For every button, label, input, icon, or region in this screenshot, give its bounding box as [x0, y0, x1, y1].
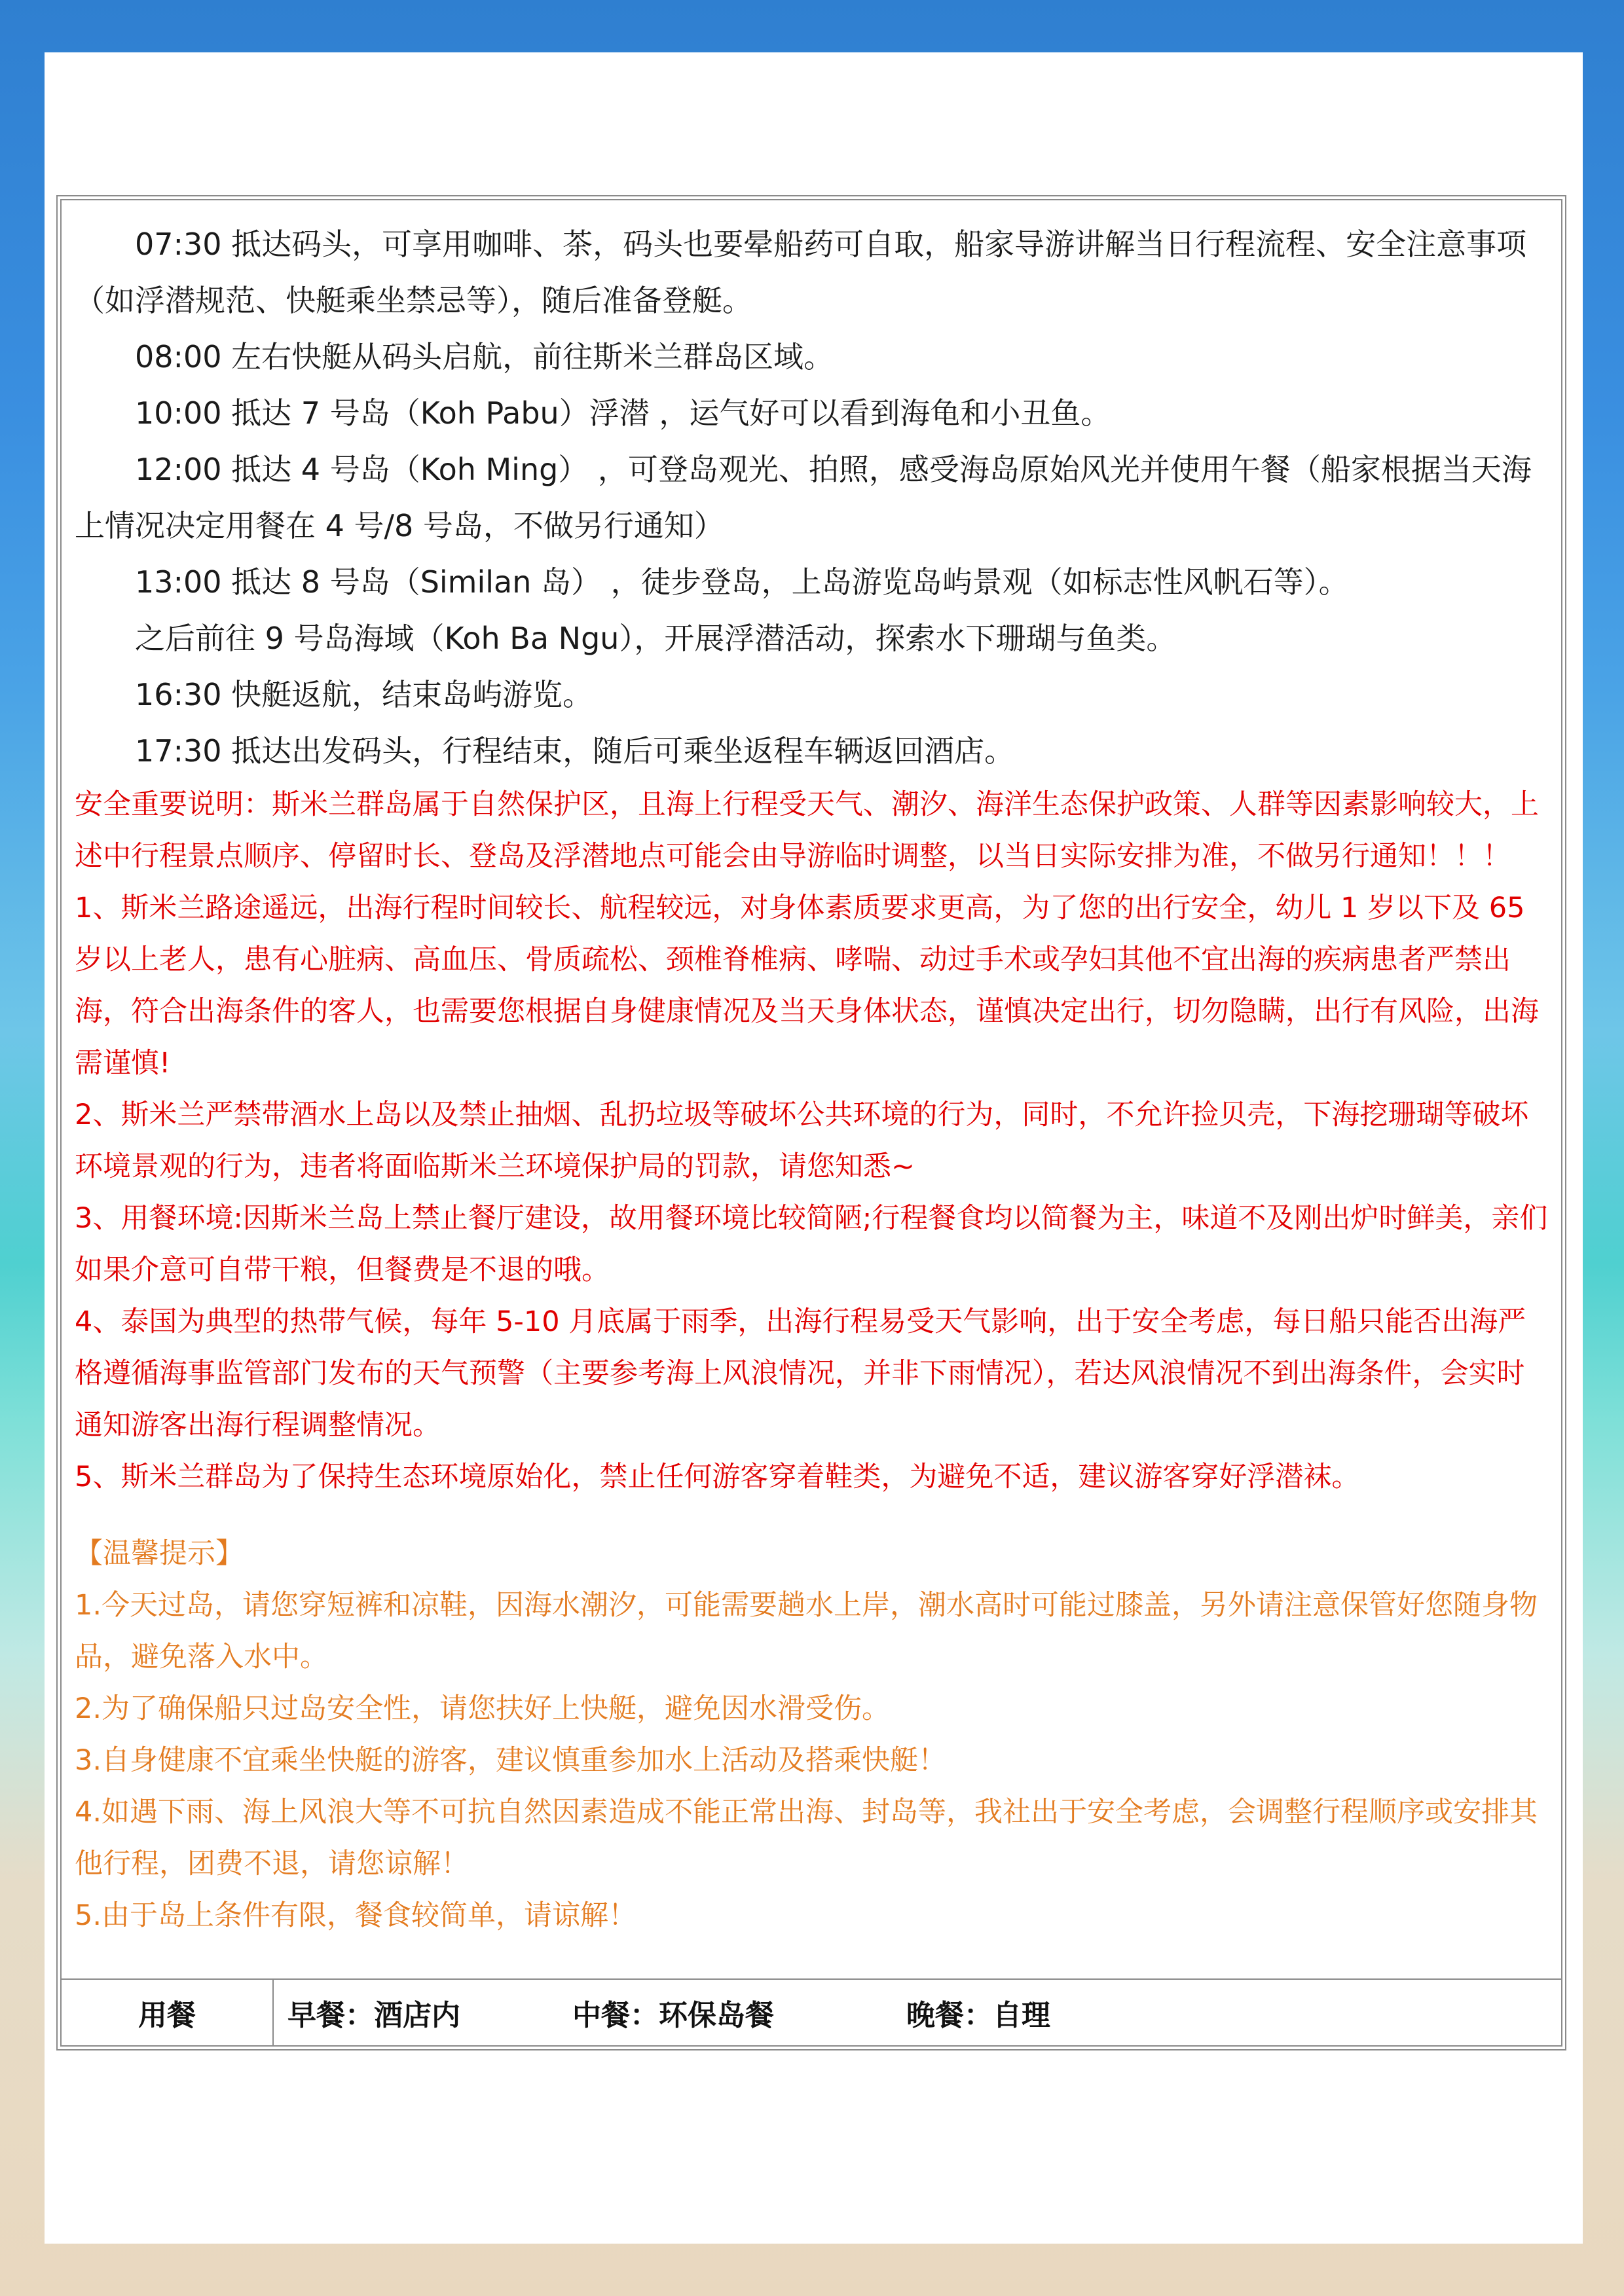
itinerary-item: 16:30 快艇返航，结束岛屿游览。	[135, 677, 593, 712]
itinerary-table-inner	[60, 199, 1562, 2047]
safety-rule: 5、斯米兰群岛为了保持生态环境原始化，禁止任何游客穿着鞋类，为避免不适，建议游客穿好浮潜袜。	[75, 1461, 1360, 1493]
tip-item: 1.今天过岛，请您穿短裤和凉鞋，因海水潮汐，可能需要趟水上岸，潮水高时可能过膝盖，另外请注意保管好您随身物品，避免落入水中。	[75, 1589, 1538, 1673]
itinerary-item: 07:30 抵达码头，可享用咖啡、茶，码头也要晕船药可自取，船家导游讲解当日行程流程、安全注意事项（如浮潜规范、快艇乘坐禁忌等），随后准备登艇。	[75, 227, 1527, 318]
lunch-info: 中餐：环保岛餐	[572, 1999, 774, 2032]
safety-rule: 3、用餐环境:因斯米兰岛上禁止餐厅建设，故用餐环境比较简陋;行程餐食均以简餐为主，味道不及刚出炉时鲜美，亲们如果介意可自带干粮，但餐费是不退的哦。	[75, 1202, 1548, 1286]
safety-rule: 2、斯米兰严禁带酒水上岛以及禁止抽烟、乱扔垃圾等破坏公共环境的行为，同时，不允许捡贝壳，下海挖珊瑚等破坏环境景观的行为，违者将面临斯米兰环境保护局的罚款，请您知悉~	[75, 1099, 1529, 1183]
dinner-info: 晚餐：自理	[906, 1999, 1050, 2032]
itinerary-item: 之后前往 9 号岛海域（Koh Ba Ngu），开展浮潜活动，探索水下珊瑚与鱼类。	[135, 621, 1177, 656]
itinerary-item: 17:30 抵达出发码头，行程结束，随后可乘坐返程车辆返回酒店。	[135, 733, 1015, 769]
safety-rule: 4、泰国为典型的热带气候，每年 5-10 月底属于雨季，出海行程易受天气影响，出于安全考虑，每日船只能否出海严格遵循海事监管部门发布的天气预警（主要参考海上风浪情况，并非下雨情况），若达风浪情况不到出海条件，会实时通知游客出海行程调整情况。	[75, 1305, 1526, 1442]
itinerary-item: 10:00 抵达 7 号岛（Koh Pabu）浮潜 ，运气好可以看到海龟和小丑鱼。	[135, 395, 1111, 431]
safety-notice: 安全重要说明：斯米兰群岛属于自然保护区，且海上行程受天气、潮汐、海洋生态保护政策、人群等因素影响较大，上述中行程景点顺序、停留时长、登岛及浮潜地点可能会由导游临时调整，以当日实际安排为准，不做另行通知！！！	[75, 788, 1539, 873]
itinerary-content	[75, 216, 1548, 1942]
meals-label: 用餐	[62, 1980, 274, 2045]
itinerary-item: 12:00 抵达 4 号岛（Koh Ming） ，可登岛观光、拍照，感受海岛原始风光并使用午餐（船家根据当天海上情况决定用餐在 4 号/8 号岛，不做另行通知）	[75, 452, 1532, 543]
section-spacer	[75, 1503, 1548, 1528]
tips-heading: 【温馨提示】	[75, 1537, 244, 1570]
breakfast-info: 早餐：酒店内	[287, 1999, 460, 2032]
safety-rule: 1、斯米兰路途遥远，出海行程时间较长、航程较远，对身体素质要求更高，为了您的出行安全，幼儿 1 岁以下及 65 岁以上老人，患有心脏病、高血压、骨质疏松、颈椎脊椎病、哮喘、动过手术或孕妇其他不宜出海的疾病患者严禁出海，符合出海条件的客人，也需要您根据自身健康情况及当天身体状态，谨慎决定出行，切勿隐瞒，出行有风险，出海需谨慎!	[75, 892, 1539, 1080]
tip-item: 2.为了确保船只过岛安全性，请您扶好上快艇，避免因水滑受伤。	[75, 1692, 891, 1725]
itinerary-item: 13:00 抵达 8 号岛（Similan 岛） ，徒步登岛，上岛游览岛屿景观（如标志性风帆石等）。	[135, 564, 1349, 600]
tip-item: 4.如遇下雨、海上风浪大等不可抗自然因素造成不能正常出海、封岛等，我社出于安全考虑，会调整行程顺序或安排其他行程，团费不退，请您谅解！	[75, 1796, 1538, 1880]
itinerary-item: 08:00 左右快艇从码头启航，前往斯米兰群岛区域。	[135, 339, 834, 374]
tip-item: 3.自身健康不宜乘坐快艇的游客，建议慎重参加水上活动及搭乘快艇！	[75, 1744, 947, 1777]
itinerary-table	[56, 195, 1566, 2050]
tip-item: 5.由于岛上条件有限，餐食较简单，请谅解！	[75, 1899, 637, 1932]
meals-row	[62, 1978, 1561, 2045]
document-page	[45, 52, 1583, 2244]
